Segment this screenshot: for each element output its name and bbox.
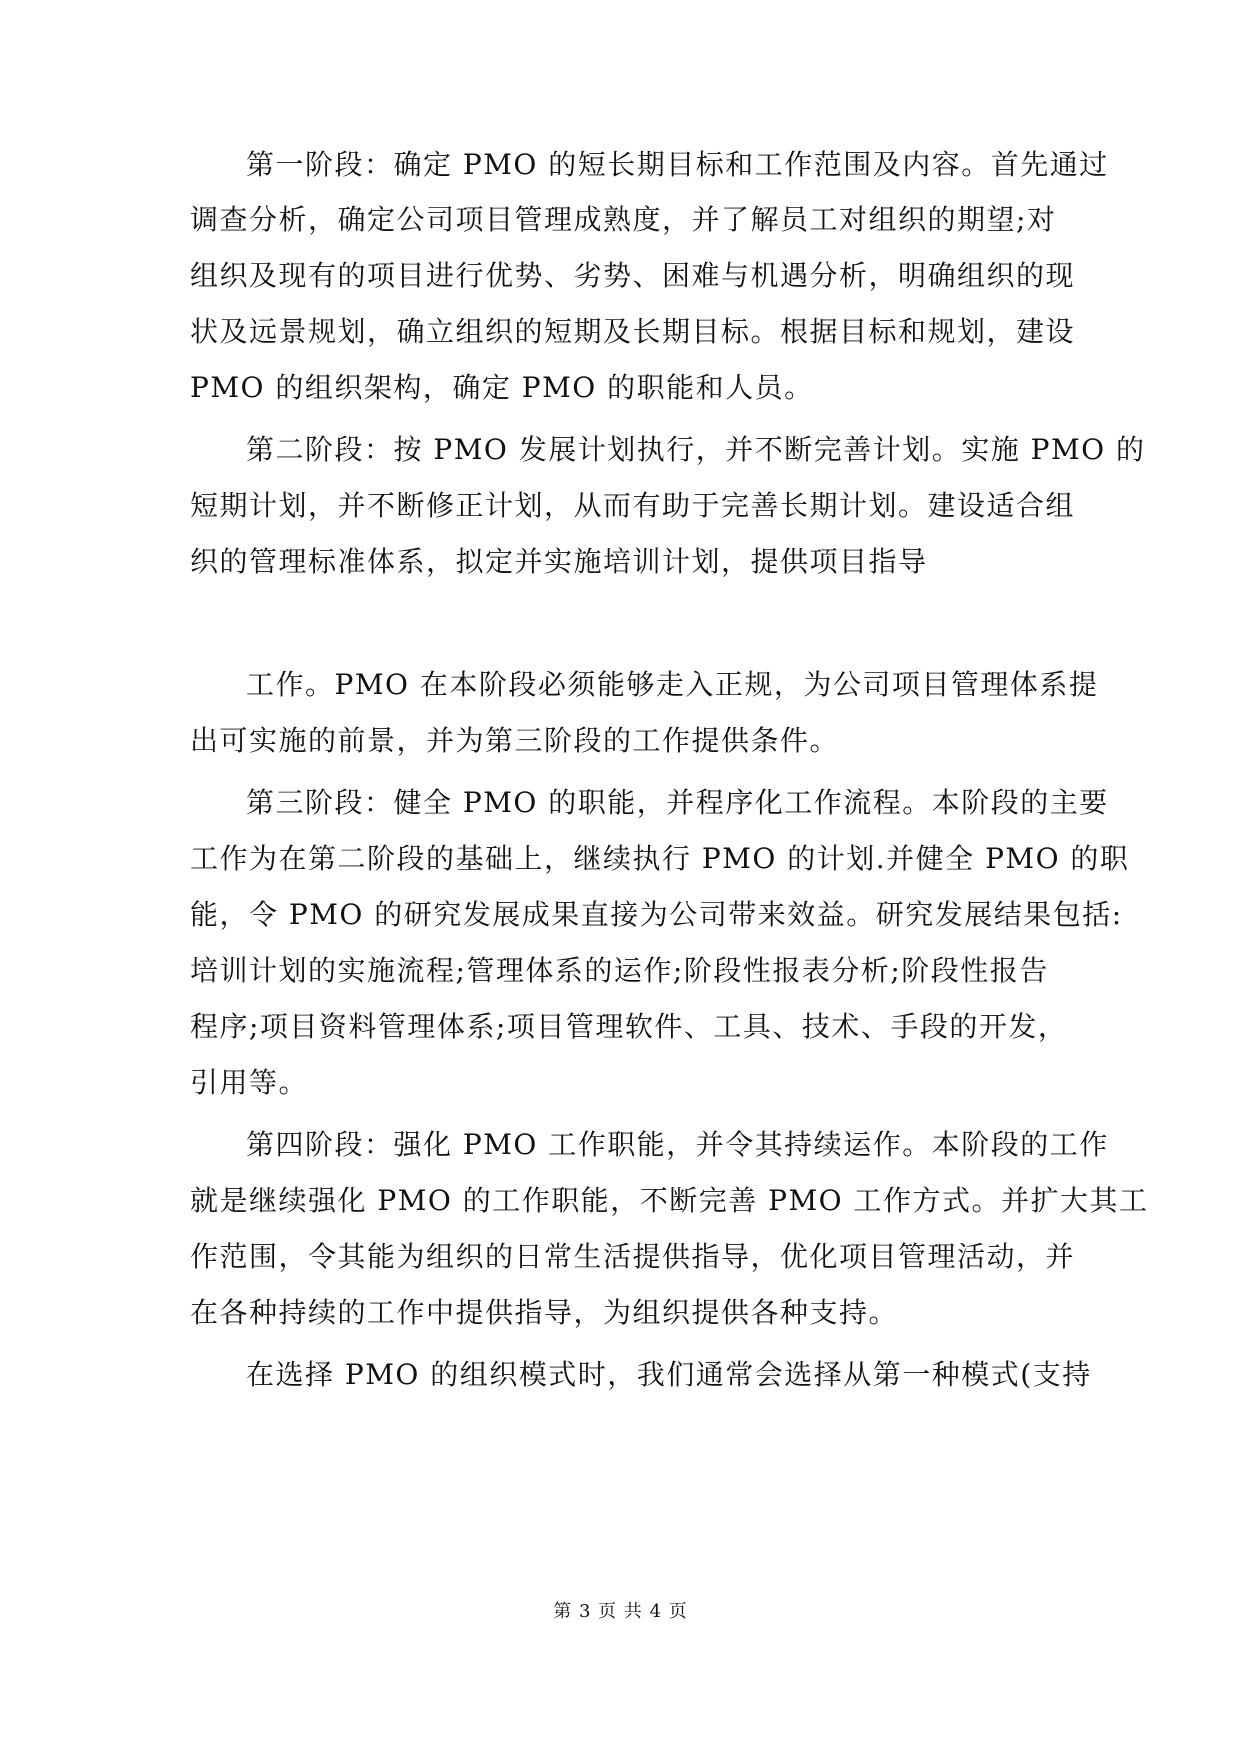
paragraph-pmo-mode-line-1: 在选择 PMO 的组织模式时，我们通常会选择从第一种模式(支持 xyxy=(246,1358,1092,1391)
paragraph-stage-2-line-2: 短期计划，并不断修正计划，从而有助于完善长期计划。建设适合组 xyxy=(190,489,1076,522)
paragraph-stage-2-continued-line-2: 出可实施的前景，并为第三阶段的工作提供条件。 xyxy=(190,724,840,757)
paragraph-stage-3-line-3: 能，令 PMO 的研究发展成果直接为公司带来效益。研究发展结果包括: xyxy=(190,898,1123,931)
paragraph-stage-3-line-6: 引用等。 xyxy=(190,1066,309,1099)
paragraph-stage-4-line-3: 作范围，令其能为组织的日常生活提供指导，优化项目管理活动，并 xyxy=(190,1240,1076,1273)
paragraph-stage-4-line-1: 第四阶段：强化 PMO 工作职能，并令其持续运作。本阶段的工作 xyxy=(246,1128,1109,1161)
page-number-label: 第 3 页 共 4 页 xyxy=(553,1601,688,1622)
paragraph-stage-3-line-4: 培训计划的实施流程;管理体系的运作;阶段性报表分析;阶段性报告 xyxy=(190,954,1049,987)
paragraph-stage-4-line-4: 在各种持续的工作中提供指导，为组织提供各种支持。 xyxy=(190,1296,899,1329)
paragraph-stage-2-line-3: 织的管理标准体系，拟定并实施培训计划，提供项目指导 xyxy=(190,545,928,578)
paragraph-stage-3-line-5: 程序;项目资料管理体系;项目管理软件、工具、技术、手段的开发， xyxy=(190,1010,1068,1043)
paragraph-stage-4-line-2: 就是继续强化 PMO 的工作职能，不断完善 PMO 工作方式。并扩大其工 xyxy=(190,1184,1149,1217)
paragraph-stage-1-line-2: 调查分析，确定公司项目管理成熟度，并了解员工对组织的期望;对 xyxy=(190,203,1057,236)
paragraph-stage-1-line-1: 第一阶段：确定 PMO 的短长期目标和工作范围及内容。首先通过 xyxy=(246,148,1109,181)
paragraph-stage-1-line-3: 组织及现有的项目进行优势、劣势、困难与机遇分析，明确组织的现 xyxy=(190,259,1076,292)
paragraph-stage-1-line-5: PMO 的组织架构，确定 PMO 的职能和人员。 xyxy=(190,371,814,404)
page-footer xyxy=(0,1600,1241,1624)
paragraph-stage-2-continued-line-1: 工作。PMO 在本阶段必须能够走入正规，为公司项目管理体系提 xyxy=(246,668,1099,701)
paragraph-stage-3-line-2: 工作为在第二阶段的基础上，继续执行 PMO 的计划.并健全 PMO 的职 xyxy=(190,842,1130,875)
paragraph-stage-3-line-1: 第三阶段：健全 PMO 的职能，并程序化工作流程。本阶段的主要 xyxy=(246,786,1109,819)
paragraph-stage-2-line-1: 第二阶段：按 PMO 发展计划执行，并不断完善计划。实施 PMO 的 xyxy=(246,433,1146,466)
paragraph-stage-1-line-4: 状及远景规划，确立组织的短期及长期目标。根据目标和规划，建设 xyxy=(190,315,1076,348)
